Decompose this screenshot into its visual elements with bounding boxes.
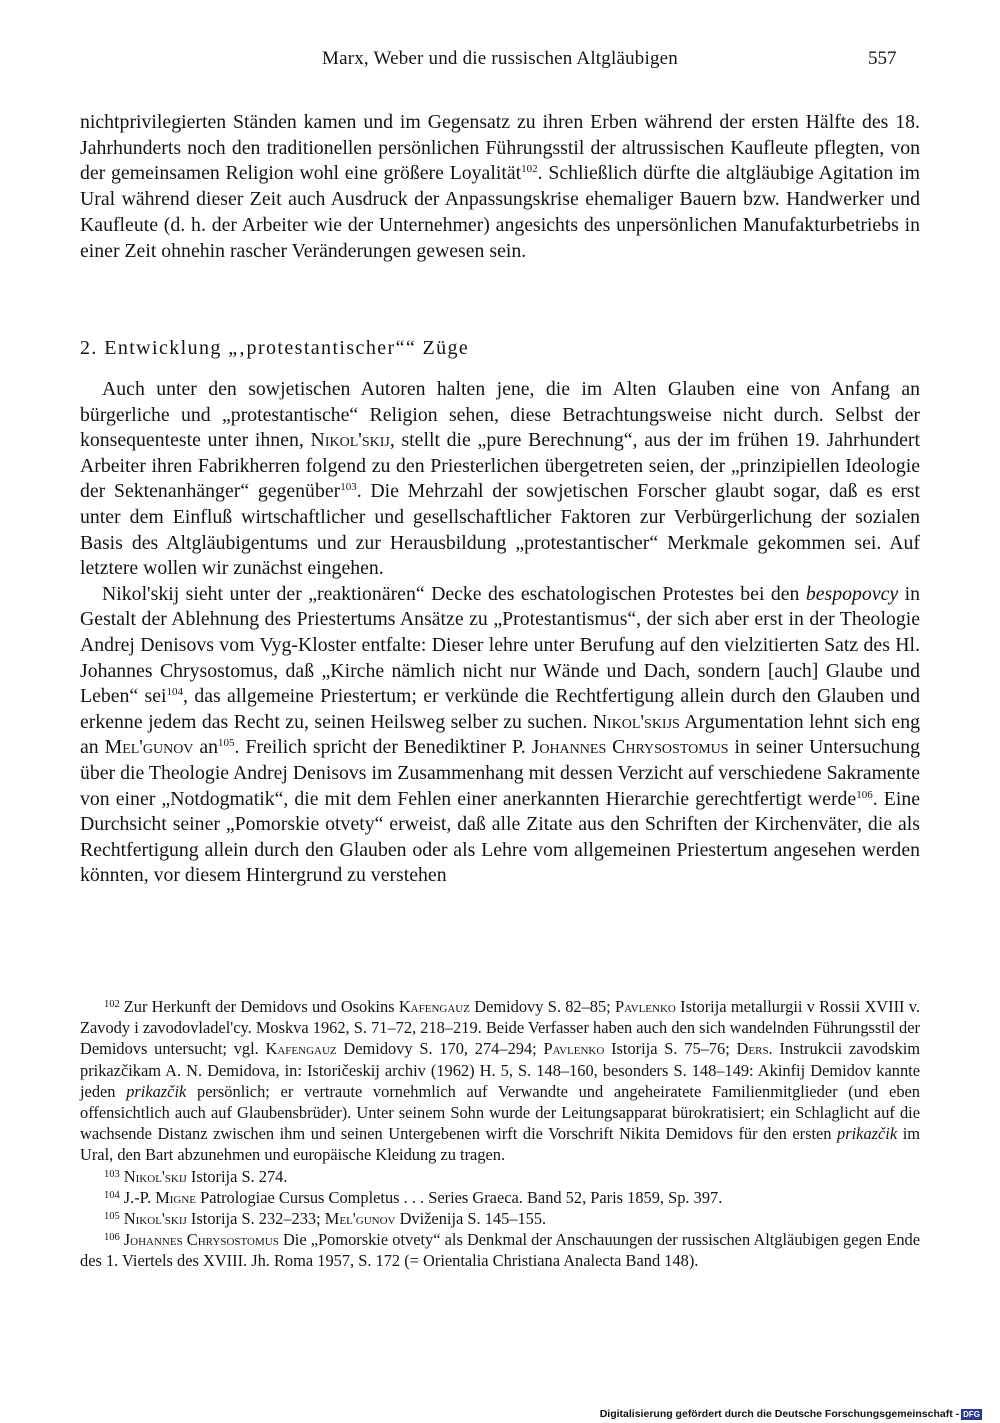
paragraph-3 bbox=[80, 582, 920, 889]
dfg-logo-icon: DFG bbox=[963, 1409, 980, 1419]
fn-term: prikazčik bbox=[126, 1081, 187, 1101]
fn-author: Nikol'skij bbox=[123, 1209, 187, 1229]
fn-author: Ders. bbox=[736, 1039, 773, 1059]
p3-text-7: in seiner Untersuchung über die Theologie Andrej Denisovs im Zusammenhang mit dessen Verzicht auf verschiedene Sakramente von einer „Notdogmatik“, die mit dem Fehlen einer anerkannten Hierarchie gerechtfertigt werde bbox=[80, 736, 920, 810]
footnote-105 bbox=[80, 1208, 920, 1229]
running-header-title: Marx, Weber und die russischen Altgläubigen bbox=[321, 48, 679, 69]
p3-text-6: . Freilich spricht der Benediktiner P. bbox=[234, 736, 532, 759]
author-nikolskijs: Nikol'skijs bbox=[592, 710, 680, 733]
paragraph-2 bbox=[80, 377, 920, 582]
fn-author: Johannes Chrysostomus bbox=[123, 1230, 279, 1250]
p2-text-1: Auch unter den sowjetischen Autoren halten jene, die im Alten Glauben eine von Anfang an bürgerliche und „protestantische“ Religion sehen, diese Betrachtungsweise nicht durch. Selbst der konsequenteste unter ihnen, bbox=[80, 378, 920, 452]
term-bespopovcy: bespopovcy bbox=[805, 582, 899, 605]
digitization-footer bbox=[600, 1408, 982, 1420]
footnote-ref-103[interactable]: 103 bbox=[340, 481, 357, 494]
p3-text-2: in Gestalt der Ablehnung des Priestertums Ansätze zu „Protestantismus“, der sich aber erst in der Theologie Andrej Denisovs vom Vyg-Kloster entfalte: Dieser lehre unter Berufung auf den vielzitierten Satz des Hl. Johannes Chrysostomus, daß „Kirche nämlich nicht nur Wände und Dach, sondern [auch] Glaube und Leben“ sei bbox=[80, 582, 920, 708]
footnote-103 bbox=[80, 1166, 920, 1187]
p2-text-2: , stellt die „pure Berechnung“, aus der im frühen 19. Jahrhundert Arbeiter ihren Fabrikherren folgend zu den Priesterlichen übergetreten seien, der „prinzipiellen Ideologie der Sektenanhänger“ gegenüber bbox=[80, 429, 920, 503]
fn-author: Pavlenko bbox=[543, 1039, 605, 1059]
footnote-ref-105[interactable]: 105 bbox=[218, 737, 235, 750]
author-melgunov: Mel'gunov bbox=[104, 736, 194, 759]
fn-text: Dviženija S. 145–155. bbox=[395, 1209, 547, 1229]
fn-text: Die „Pomorskie otvety“ als Denkmal der Anschauungen der russischen Altgläubigen gegen Ende des 1. Viertels des XVIII. Jh. Roma 1957, S. 172 (= Orientalia Christiana Analecta Band 148). bbox=[80, 1230, 920, 1271]
fn-author: Migne bbox=[155, 1187, 197, 1207]
footnote-106 bbox=[80, 1229, 920, 1271]
footer-text: Digitalisierung gefördert durch die Deutsche Forschungsgemeinschaft - bbox=[599, 1408, 960, 1420]
fn-author: Pavlenko bbox=[615, 997, 676, 1016]
fn-text: Istorija S. 274. bbox=[186, 1166, 288, 1186]
intro-paragraph bbox=[80, 110, 920, 264]
fn-text: Zur Herkunft der Demidovs und Osokins bbox=[123, 997, 399, 1016]
fn-text: Istorija metallurgii v Rossii XVIII v. Zavody i zavodovladel'cy. Moskva 1962, S. 71–72, 218–219. Beide Verfasser haben auch den sich wandelnden Führungsstil der Demidovs untersucht; vgl. bbox=[80, 997, 920, 1059]
footnote-number: 102 bbox=[104, 999, 120, 1010]
fn-author: Nikol'skij bbox=[123, 1166, 187, 1186]
p3-text-4: Argumentation lehnt sich eng an bbox=[80, 710, 920, 759]
footnote-number: 104 bbox=[104, 1189, 120, 1201]
author-nikolskij: Nikol'skij bbox=[310, 429, 390, 452]
fn-text: im Ural, den Bart abzunehmen und europäische Kleidung zu tragen. bbox=[80, 1124, 921, 1165]
footnote-102 bbox=[80, 996, 920, 1166]
p3-text-8: . Eine Durchsicht seiner „Pomorskie otvety“ erweist, daß alle Zitate aus den Schriften der Kirchenväter, die als Rechtfertigung allein durch den Glauben oder als Lehre vom allgemeinen Priestertum angesehen werden könnten, vor diesem Hintergrund zu verstehen bbox=[80, 787, 921, 887]
fn-text: Istorija S. 75–76; bbox=[604, 1039, 737, 1059]
fn-author: Kafengauz bbox=[265, 1039, 337, 1059]
intro-text-1: nichtprivilegierten Ständen kamen und im Gegensatz zu ihren Erben während der ersten Hälfte des 18. Jahrhunderts noch den traditionellen persönlichen Führungsstil der altrussischen Kaufleute pflegten, von der gemeinsamen Religion wohl eine größere Loyalität bbox=[80, 111, 920, 185]
p2-text-3: . Die Mehrzahl der sowjetischen Forscher glaubt sogar, daß es erst unter dem Einfluß wirtschaftlicher und gesellschaftlicher Faktoren zur Verbürgerlichung der sozialen Basis des Altgläubigentums und zur Herausbildung „protestantischer“ Merkmale gekommen sei. Auf letztere wollen wir zunächst eingehen. bbox=[80, 480, 921, 580]
footnotes bbox=[80, 996, 920, 1272]
footnote-ref-104[interactable]: 104 bbox=[166, 686, 184, 699]
fn-author: Mel'gunov bbox=[324, 1209, 396, 1229]
p3-text-3: , das allgemeine Priestertum; er verkünde die Rechtfertigung allein durch den Glauben und erkenne jedem das Recht zu, seinen Heilsweg selber zu suchen. bbox=[80, 685, 920, 733]
footnote-number: 106 bbox=[104, 1232, 120, 1244]
fn-author: Kafengauz bbox=[398, 997, 470, 1016]
section-heading: 2. Entwicklung „‚protestantischer““ Züge bbox=[80, 337, 470, 359]
fn-term: prikazčik bbox=[837, 1124, 898, 1144]
p3-text-5: an bbox=[193, 736, 219, 759]
footnote-number: 105 bbox=[104, 1211, 120, 1223]
footnote-ref-106[interactable]: 106 bbox=[856, 788, 873, 801]
fn-text: J.-P. bbox=[123, 1187, 156, 1207]
intro-text-2: . Schließlich dürfte die altgläubige Agitation im Ural während dieser Zeit auch Ausdruck der Anpassungskrise ehemaliger Bauern bzw. Handwerker und Kaufleute (d. h. der Arbeiter wie der Unternehmer) angesichts des unpersönlichen Manufakturbetriebs in einer Zeit ohnehin rascher Veränderungen gewesen sein. bbox=[80, 162, 920, 262]
footnote-number: 103 bbox=[104, 1168, 120, 1180]
fn-text: Demidovy S. 170, 274–294; bbox=[336, 1039, 544, 1059]
footnote-ref-102[interactable]: 102 bbox=[521, 163, 538, 176]
section-body bbox=[80, 377, 920, 889]
page-number: 557 bbox=[868, 48, 897, 69]
footnote-104 bbox=[80, 1187, 920, 1208]
fn-text: Demidovy S. 82–85; bbox=[469, 997, 615, 1016]
fn-text: persönlich; er vertraute vornehmlich auf Verwandte und angeheiratete Familienmitglieder (und eben offensichtlich auch auf Glaubensbrüder). Unter seinem Sohn wurde der Leitungsapparat bürokratisiert; ein Schlaglicht auf die wachsende Distanz zwischen ihm und seinen Untergebenen wirft die Vorschrift Nikita Demidovs für den ersten bbox=[80, 1081, 920, 1144]
p3-text-1: Nikol'skij sieht unter der „reaktionären“ Decke des eschatologischen Protestes bei den bbox=[102, 582, 806, 605]
fn-text: Istorija S. 232–233; bbox=[186, 1209, 325, 1229]
fn-text: Patrologiae Cursus Completus . . . Series Graeca. Band 52, Paris 1859, Sp. 397. bbox=[196, 1187, 723, 1207]
author-johannes-chrysostomus: Johannes Chrysostomus bbox=[531, 736, 729, 759]
fn-text: Instrukcii zavodskim prikazčikam A. N. Demidova, in: Istoričeskij archiv (1962) H. 5, S. 148–160, besonders S. 148–149: Akinfij Demidov kannte jeden bbox=[80, 1039, 921, 1101]
